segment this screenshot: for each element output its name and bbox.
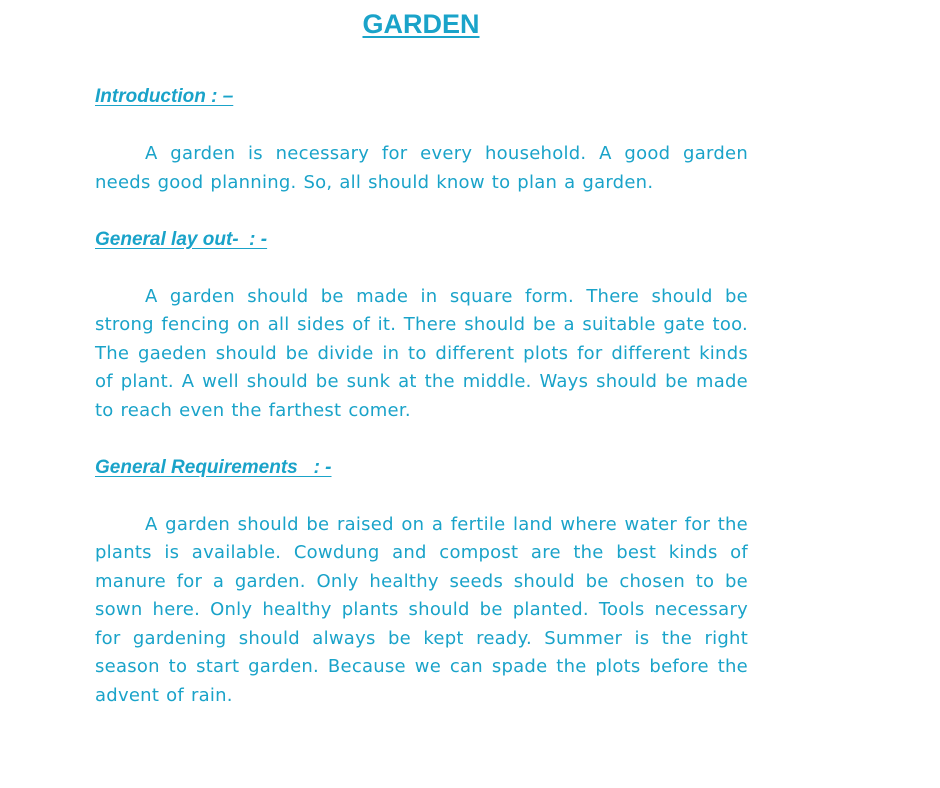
document-body <box>95 83 748 739</box>
section-heading-general-layout: General lay out- : - <box>95 228 268 250</box>
section-paragraph-general-layout: A garden should be made in square form. There should be strong fencing on all sides of it. There should be a suitable gate too. The gaeden should be divide in to different plots for different kinds of plant. A well should be sunk at the middle. Ways should be made to reach even the farthest comer. <box>95 285 748 421</box>
page-title: GARDEN <box>362 9 480 39</box>
section-heading-general-requirements: General Requirements : - <box>95 456 332 478</box>
section-paragraph-introduction: A garden is necessary for every household. A good garden needs good planning. So, all should know to plan a garden. <box>95 143 748 193</box>
section-heading-introduction: Introduction : – <box>95 86 234 107</box>
section-paragraph-general-requirements: A garden should be raised on a fertile land where water for the plants is available. Cowdung and compost are the best kinds of manure for a garden. Only healthy seeds should be chosen to be sown here. Only healthy plants should be planted. Tools necessary for gardening should always be kept ready. Summer is the right season to start garden. Because we can spade the plots before the advent of rain. <box>95 513 748 706</box>
